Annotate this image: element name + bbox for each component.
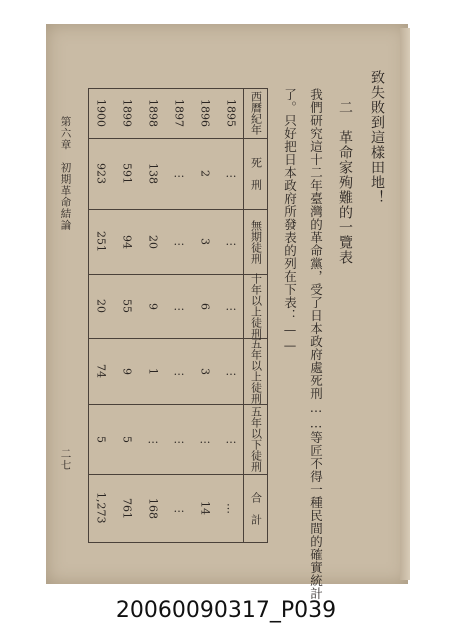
value-cell: 1 [146, 367, 160, 375]
year-cell: 1897 [172, 99, 186, 127]
running-head: 第六章 初期革命結論 [59, 116, 72, 231]
value-cell: 20 [146, 234, 160, 249]
value-cell: 94 [120, 234, 134, 249]
total-cell: 14 [198, 501, 212, 515]
value-cell: … [172, 235, 186, 248]
value-cell: … [224, 364, 238, 378]
table-row [88, 88, 114, 543]
table-row [218, 88, 244, 543]
table-row [114, 88, 140, 543]
header-10plus: 十年以上徒刑 [249, 273, 263, 339]
total-cell: 168 [146, 497, 160, 519]
value-cell: … [198, 432, 212, 446]
value-cell: 6 [198, 302, 212, 310]
value-cell: 9 [120, 367, 134, 375]
section-title: 二 革命家殉難的一覽表 [337, 100, 353, 265]
header-total: 合 計 [249, 491, 263, 525]
value-cell: … [224, 167, 238, 180]
paragraph-line-2: 了。只好把日本政府所發表的列在下表：—— [282, 88, 298, 353]
year-cell: 1895 [224, 99, 238, 127]
total-cell: … [172, 501, 186, 515]
value-cell: … [172, 299, 186, 313]
header-year: 西曆紀年 [249, 91, 263, 135]
value-cell: … [172, 364, 186, 378]
year-cell: 1899 [120, 99, 134, 127]
total-cell: … [224, 502, 238, 514]
table-row [192, 88, 218, 543]
total-cell: 1,273 [94, 492, 108, 524]
value-cell: 5 [94, 435, 108, 443]
paragraph-line-1: 我們研究這十二年臺灣的革命黨，受了日本政府處死刑……等匠不得一種民間的確實統計 [308, 88, 324, 600]
execution-table [88, 88, 268, 543]
value-cell: … [172, 432, 186, 446]
header-5plus: 五年以上徒刑 [249, 338, 263, 404]
year-cell: 1900 [94, 99, 108, 127]
archive-id-caption: 20060090317_P039 [115, 598, 337, 623]
value-cell: 3 [198, 367, 212, 375]
value-cell: … [146, 432, 160, 446]
value-cell: 591 [120, 163, 134, 184]
value-cell: … [224, 299, 238, 313]
page-edge [400, 28, 410, 580]
header-death: 死 刑 [249, 157, 263, 190]
total-cell: 761 [120, 497, 134, 519]
value-cell: … [172, 167, 186, 180]
table-header-column [244, 88, 267, 543]
value-cell: 138 [146, 163, 160, 184]
page-number: 二七 [59, 448, 72, 471]
value-cell: 923 [94, 163, 108, 184]
value-cell: 2 [198, 170, 212, 177]
year-cell: 1896 [198, 99, 212, 127]
top-line: 致失敗到這樣田地！ [369, 70, 385, 205]
table-row [166, 88, 192, 543]
value-cell: 74 [94, 364, 108, 378]
header-life: 無期徒刑 [249, 219, 263, 264]
value-cell: … [224, 432, 238, 446]
table-row [140, 88, 166, 543]
value-cell: … [224, 235, 238, 248]
year-cell: 1898 [146, 99, 160, 127]
value-cell: 55 [120, 299, 134, 313]
value-cell: 3 [198, 238, 212, 245]
header-5minus: 五年以下徒刑 [249, 406, 263, 472]
value-cell: 9 [146, 302, 160, 310]
value-cell: 251 [94, 231, 108, 252]
value-cell: 20 [94, 299, 108, 313]
value-cell: 5 [120, 435, 134, 443]
